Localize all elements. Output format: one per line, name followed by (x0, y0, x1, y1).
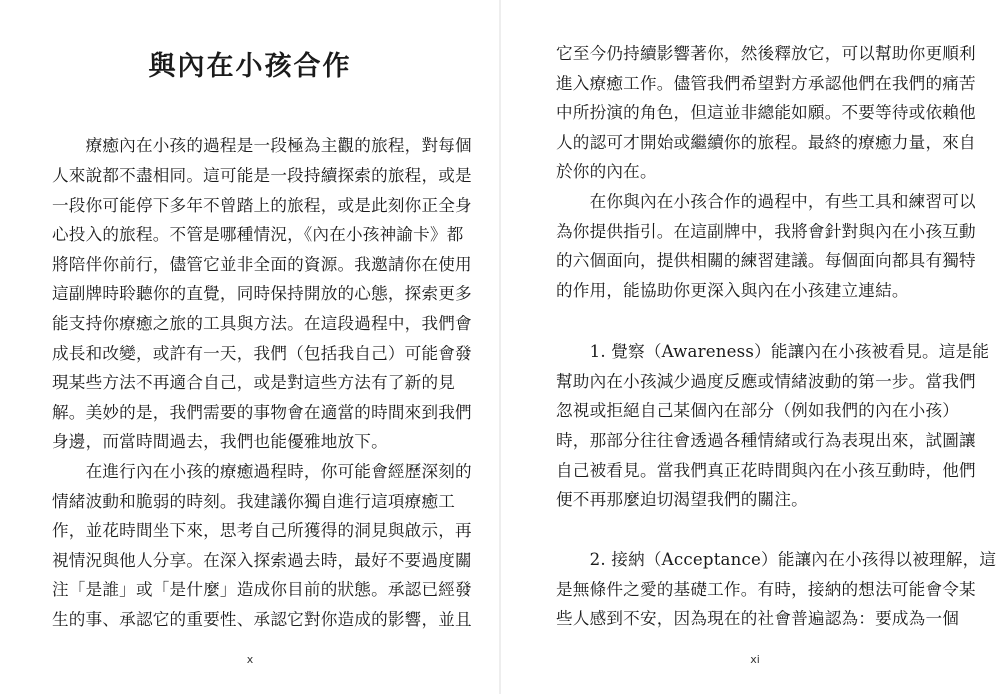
body-line: 能支持你療癒之旅的工具與方法。在這段過程中，我們會 (52, 314, 472, 333)
body-line: 中所扮演的角色，但這並非總能如願。不要等待或依賴他 (556, 103, 976, 122)
body-line: 將陪伴你前行，儘管它並非全面的資源。我邀請你在使用 (52, 255, 472, 274)
body-line: 療癒內在小孩的過程是一段極為主觀的旅程，對每個 (52, 136, 472, 155)
body-line: 它至今仍持續影響著你，然後釋放它，可以幫助你更順利 (556, 44, 976, 63)
body-line: 人的認可才開始或繼續你的旅程。最終的療癒力量，來自 (556, 133, 976, 152)
body-line: 為你提供指引。在這副牌中，我將會針對與內在小孩互動 (556, 222, 976, 241)
body-line: 進入療癒工作。儘管我們希望對方承認他們在我們的痛苦 (556, 74, 976, 93)
body-line: 時，那部分往往會透過各種情緒或行為表現出來，試圖讓 (556, 431, 976, 450)
body-line: 些人感到不安，因為現在的社會普遍認為：要成為一個 (556, 609, 960, 628)
body-line: 便不再那麼迫切渴望我們的關注。 (556, 490, 808, 509)
page-number: x (246, 653, 254, 666)
chapter-title: 與內在小孩合作 (148, 51, 352, 82)
body-line: 解。美妙的是，我們需要的事物會在適當的時間來到我們 (52, 403, 472, 422)
body-line: 在進行內在小孩的療癒過程時，你可能會經歷深刻的 (52, 462, 472, 481)
body-line: 一段你可能停下多年不曾踏上的旅程，或是此刻你正全身 (52, 196, 472, 215)
body-line: 這副牌時聆聽你的直覺，同時保持開放的心態，探索更多 (52, 284, 472, 303)
body-line: 視情況與他人分享。在深入探索過去時，最好不要過度關 (52, 551, 472, 570)
right-page (500, 0, 1000, 694)
body-line: 在你與內在小孩合作的過程中，有些工具和練習可以 (556, 192, 976, 211)
body-line: 自己被看見。當我們真正花時間與內在小孩互動時，他們 (556, 461, 976, 480)
body-line: 幫助內在小孩減少過度反應或情緒波動的第一步。當我們 (556, 372, 976, 391)
body-line: 注「是誰」或「是什麼」造成你目前的狀態。承認已經發 (52, 580, 472, 599)
body-line: 的作用，能協助你更深入與內在小孩建立連結。 (556, 281, 909, 300)
section-heading-line: 1. 覺察（Awareness）能讓內在小孩被看見。這是能 (556, 342, 990, 361)
body-line: 是無條件之愛的基礎工作。有時，接納的想法可能會令某 (556, 580, 976, 599)
body-line: 作，並花時間坐下來，思考自己所獲得的洞見與啟示，再 (52, 521, 472, 540)
body-line: 現某些方法不再適合自己，或是對這些方法有了新的見 (52, 373, 456, 392)
body-line: 的六個面向，提供相關的練習建議。每個面向都具有獨特 (556, 251, 976, 270)
body-line: 人來說都不盡相同。這可能是一段持續探索的旅程，或是 (52, 166, 472, 185)
body-line: 忽視或拒絕自己某個內在部分（例如我們的內在小孩） (556, 401, 960, 420)
body-line: 心投入的旅程。不管是哪種情況，《內在小孩神諭卡》都 (52, 225, 464, 244)
body-line: 生的事、承認它的重要性、承認它對你造成的影響，並且 (52, 610, 472, 629)
page-number: xi (750, 653, 760, 666)
body-line: 情緒波動和脆弱的時刻。我建議你獨自進行這項療癒工 (52, 492, 456, 511)
section-heading-line: 2. 接納（Acceptance）能讓內在小孩得以被理解，這 (556, 550, 997, 569)
body-line: 成長和改變，或許有一天，我們（包括我自己）可能會發 (52, 344, 472, 363)
body-line: 身邊，而當時間過去，我們也能優雅地放下。 (52, 432, 388, 451)
body-line: 於你的內在。 (556, 162, 657, 181)
